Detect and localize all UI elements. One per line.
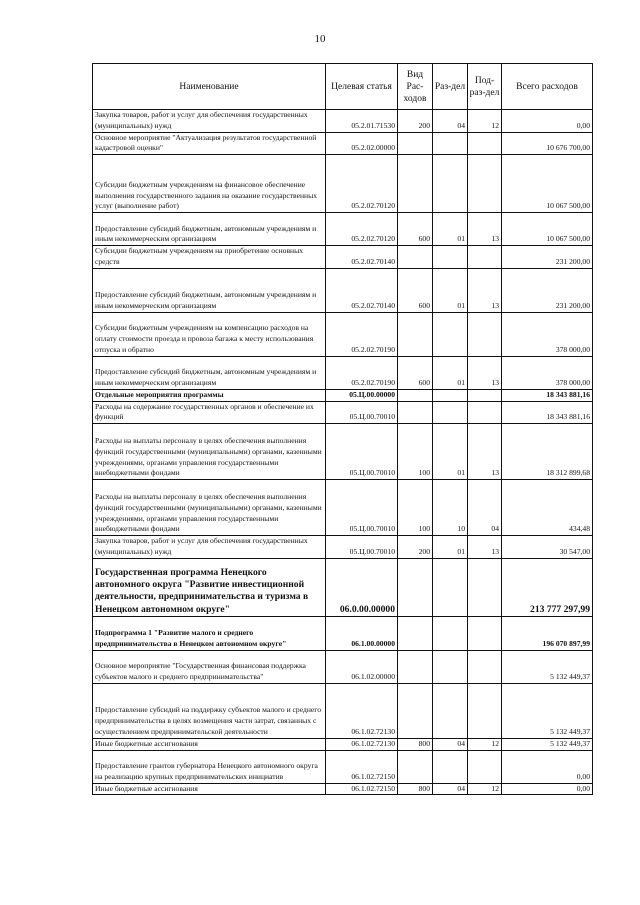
row-amount: 378 000,00 <box>502 356 593 389</box>
row-section <box>433 312 468 356</box>
header-subsection: Под-раз-дел <box>468 64 502 110</box>
row-expense-kind: 800 <box>398 783 433 795</box>
row-section: 04 <box>433 738 468 750</box>
row-target-code: 06.1.02.72150 <box>326 750 398 783</box>
row-subsection: 12 <box>468 110 502 133</box>
header-name: Наименование <box>93 64 326 110</box>
row-section: 10 <box>433 480 468 536</box>
row-subsection <box>468 683 502 738</box>
row-expense-kind <box>398 132 433 155</box>
row-expense-kind: 100 <box>398 424 433 480</box>
table-row <box>93 536 593 559</box>
row-name: Расходы на содержание государственных органов и обеспечение их функций <box>93 401 326 424</box>
table-row <box>93 558 593 616</box>
row-section: 04 <box>433 110 468 133</box>
table-row <box>93 356 593 389</box>
row-name: Предоставление субсидий бюджетным, автономным учреждениям и иным некоммерческим организациям <box>93 213 326 246</box>
row-amount: 213 777 297,99 <box>502 558 593 616</box>
header-total-expenses: Всего расходов <box>502 64 593 110</box>
row-subsection <box>468 389 502 401</box>
row-expense-kind <box>398 616 433 650</box>
row-target-code: 06.1.02.72150 <box>326 783 398 795</box>
table-row <box>93 401 593 424</box>
row-subsection <box>468 650 502 683</box>
row-name: Расходы на выплаты персоналу в целях обеспечения выполнения функций государственными (муниципальными) органами, казенными учреждениями, органами управления государственными внебюджетными фондами <box>93 424 326 480</box>
row-section <box>433 401 468 424</box>
table-row <box>93 738 593 750</box>
row-subsection <box>468 312 502 356</box>
row-subsection <box>468 246 502 269</box>
row-target-code: 06.1.02.72130 <box>326 738 398 750</box>
row-subsection <box>468 132 502 155</box>
row-name: Государственная программа Ненецкого автономного округа "Развитие инвестиционной деятельности, предпринимательства и туризма в Ненецком автономном округе" <box>93 558 326 616</box>
row-target-code: 06.1.02.72130 <box>326 683 398 738</box>
row-amount: 5 132 449,37 <box>502 683 593 738</box>
row-target-code: 05.Ц.00.70010 <box>326 401 398 424</box>
table-row <box>93 650 593 683</box>
row-section <box>433 650 468 683</box>
row-name: Субсидии бюджетным учреждениям на финансовое обеспечение выполнения государственного задания на оказание государственных услуг (выполнение работ) <box>93 155 326 213</box>
table-row <box>93 132 593 155</box>
table-row <box>93 155 593 213</box>
row-section: 01 <box>433 356 468 389</box>
table-row <box>93 246 593 269</box>
row-target-code: 05.2.02.00000 <box>326 132 398 155</box>
row-section <box>433 558 468 616</box>
row-expense-kind <box>398 683 433 738</box>
table-row <box>93 389 593 401</box>
row-name: Основное мероприятие "Актуализация результатов государственной кадастровой оценки" <box>93 132 326 155</box>
row-target-code: 06.1.00.00000 <box>326 616 398 650</box>
row-subsection <box>468 155 502 213</box>
row-name: Отдельные мероприятия программы <box>93 389 326 401</box>
row-expense-kind <box>398 155 433 213</box>
row-expense-kind: 200 <box>398 110 433 133</box>
row-section: 04 <box>433 783 468 795</box>
header-section: Раз-дел <box>433 64 468 110</box>
row-amount: 10 067 500,00 <box>502 213 593 246</box>
row-amount: 30 547,00 <box>502 536 593 559</box>
row-subsection <box>468 750 502 783</box>
row-expense-kind <box>398 312 433 356</box>
row-name: Иные бюджетные ассигнования <box>93 738 326 750</box>
row-target-code: 06.0.00.00000 <box>326 558 398 616</box>
row-amount: 18 343 881,16 <box>502 401 593 424</box>
table-row <box>93 683 593 738</box>
row-subsection: 13 <box>468 424 502 480</box>
row-target-code: 06.1.02.00000 <box>326 650 398 683</box>
row-name: Основное мероприятие "Государственная финансовая поддержка субъектов малого и среднего предпринимательства" <box>93 650 326 683</box>
row-expense-kind <box>398 401 433 424</box>
row-expense-kind: 800 <box>398 738 433 750</box>
row-name: Субсидии бюджетным учреждениям на компенсацию расходов на оплату стоимости проезда и провоза багажа к месту использования отпуска и обратно <box>93 312 326 356</box>
table-row <box>93 110 593 133</box>
row-section <box>433 246 468 269</box>
row-name: Предоставление субсидий бюджетным, автономным учреждениям и иным некоммерческим организациям <box>93 268 326 312</box>
table-row <box>93 480 593 536</box>
row-amount: 0,00 <box>502 783 593 795</box>
row-name: Предоставление грантов губернатора Ненецкого автономного округа на реализацию крупных предпринимательских инициатив <box>93 750 326 783</box>
row-expense-kind: 600 <box>398 356 433 389</box>
table-row <box>93 213 593 246</box>
row-expense-kind: 100 <box>398 480 433 536</box>
row-section: 01 <box>433 213 468 246</box>
table-row <box>93 312 593 356</box>
row-amount: 5 132 449,37 <box>502 738 593 750</box>
table-row <box>93 783 593 795</box>
table-row <box>93 616 593 650</box>
table-header-row <box>93 64 593 110</box>
table-row <box>93 750 593 783</box>
row-subsection: 04 <box>468 480 502 536</box>
row-amount: 231 200,00 <box>502 246 593 269</box>
row-amount: 10 676 700,00 <box>502 132 593 155</box>
row-section <box>433 389 468 401</box>
row-expense-kind <box>398 558 433 616</box>
row-subsection: 13 <box>468 536 502 559</box>
row-amount: 0,00 <box>502 750 593 783</box>
table-row <box>93 424 593 480</box>
budget-table <box>92 63 593 795</box>
row-name: Предоставление субсидий бюджетным, автономным учреждениям и иным некоммерческим организациям <box>93 356 326 389</box>
row-section <box>433 750 468 783</box>
row-amount: 434,48 <box>502 480 593 536</box>
row-subsection <box>468 558 502 616</box>
row-target-code: 05.2.02.70120 <box>326 155 398 213</box>
row-name: Подпрограмма 1 "Развитие малого и среднего предпринимательства в Ненецком автономном округе" <box>93 616 326 650</box>
header-target-article: Целевая статья <box>326 64 398 110</box>
row-amount: 231 200,00 <box>502 268 593 312</box>
table-row <box>93 268 593 312</box>
row-expense-kind: 200 <box>398 536 433 559</box>
row-expense-kind <box>398 389 433 401</box>
row-target-code: 05.Ц.00.70010 <box>326 480 398 536</box>
row-target-code: 05.Ц.00.00000 <box>326 389 398 401</box>
row-subsection: 13 <box>468 268 502 312</box>
row-target-code: 05.2.01.71530 <box>326 110 398 133</box>
row-name: Предоставление субсидий на поддержку субъектов малого и среднего предпринимательства в целях возмещения части затрат, связанных с осуществлением предпринимательской деятельности <box>93 683 326 738</box>
row-name: Субсидии бюджетным учреждениям на приобретение основных средств <box>93 246 326 269</box>
page-number: 10 <box>314 33 326 45</box>
row-section <box>433 683 468 738</box>
row-name: Расходы на выплаты персоналу в целях обеспечения выполнения функций государственными (муниципальными) органами, казенными учреждениями, органами управления государственными внебюджетными фондами <box>93 480 326 536</box>
row-amount: 0,00 <box>502 110 593 133</box>
row-expense-kind <box>398 650 433 683</box>
row-section: 01 <box>433 536 468 559</box>
row-target-code: 05.2.02.70140 <box>326 246 398 269</box>
row-target-code: 05.Ц.00.70010 <box>326 536 398 559</box>
row-name: Закупка товаров, работ и услуг для обеспечения государственных (муниципальных) нужд <box>93 536 326 559</box>
row-subsection <box>468 401 502 424</box>
row-section: 01 <box>433 424 468 480</box>
row-expense-kind: 600 <box>398 213 433 246</box>
row-amount: 5 132 449,37 <box>502 650 593 683</box>
row-expense-kind <box>398 750 433 783</box>
row-amount: 196 070 897,99 <box>502 616 593 650</box>
row-section <box>433 616 468 650</box>
row-target-code: 05.2.02.70120 <box>326 213 398 246</box>
row-amount: 10 067 500,00 <box>502 155 593 213</box>
row-subsection: 13 <box>468 213 502 246</box>
row-expense-kind: 600 <box>398 268 433 312</box>
row-subsection: 13 <box>468 356 502 389</box>
header-expense-kind: Вид Рас-ходов <box>398 64 433 110</box>
row-section <box>433 155 468 213</box>
row-target-code: 05.2.02.70190 <box>326 356 398 389</box>
row-subsection: 12 <box>468 783 502 795</box>
row-amount: 18 312 899,68 <box>502 424 593 480</box>
row-amount: 18 343 881,16 <box>502 389 593 401</box>
row-section <box>433 132 468 155</box>
row-target-code: 05.Ц.00.70010 <box>326 424 398 480</box>
row-target-code: 05.2.02.70190 <box>326 312 398 356</box>
row-target-code: 05.2.02.70140 <box>326 268 398 312</box>
row-expense-kind <box>398 246 433 269</box>
row-amount: 378 000,00 <box>502 312 593 356</box>
row-name: Иные бюджетные ассигнования <box>93 783 326 795</box>
row-name: Закупка товаров, работ и услуг для обеспечения государственных (муниципальных) нужд <box>93 110 326 133</box>
row-subsection <box>468 616 502 650</box>
row-section: 01 <box>433 268 468 312</box>
row-subsection: 12 <box>468 738 502 750</box>
